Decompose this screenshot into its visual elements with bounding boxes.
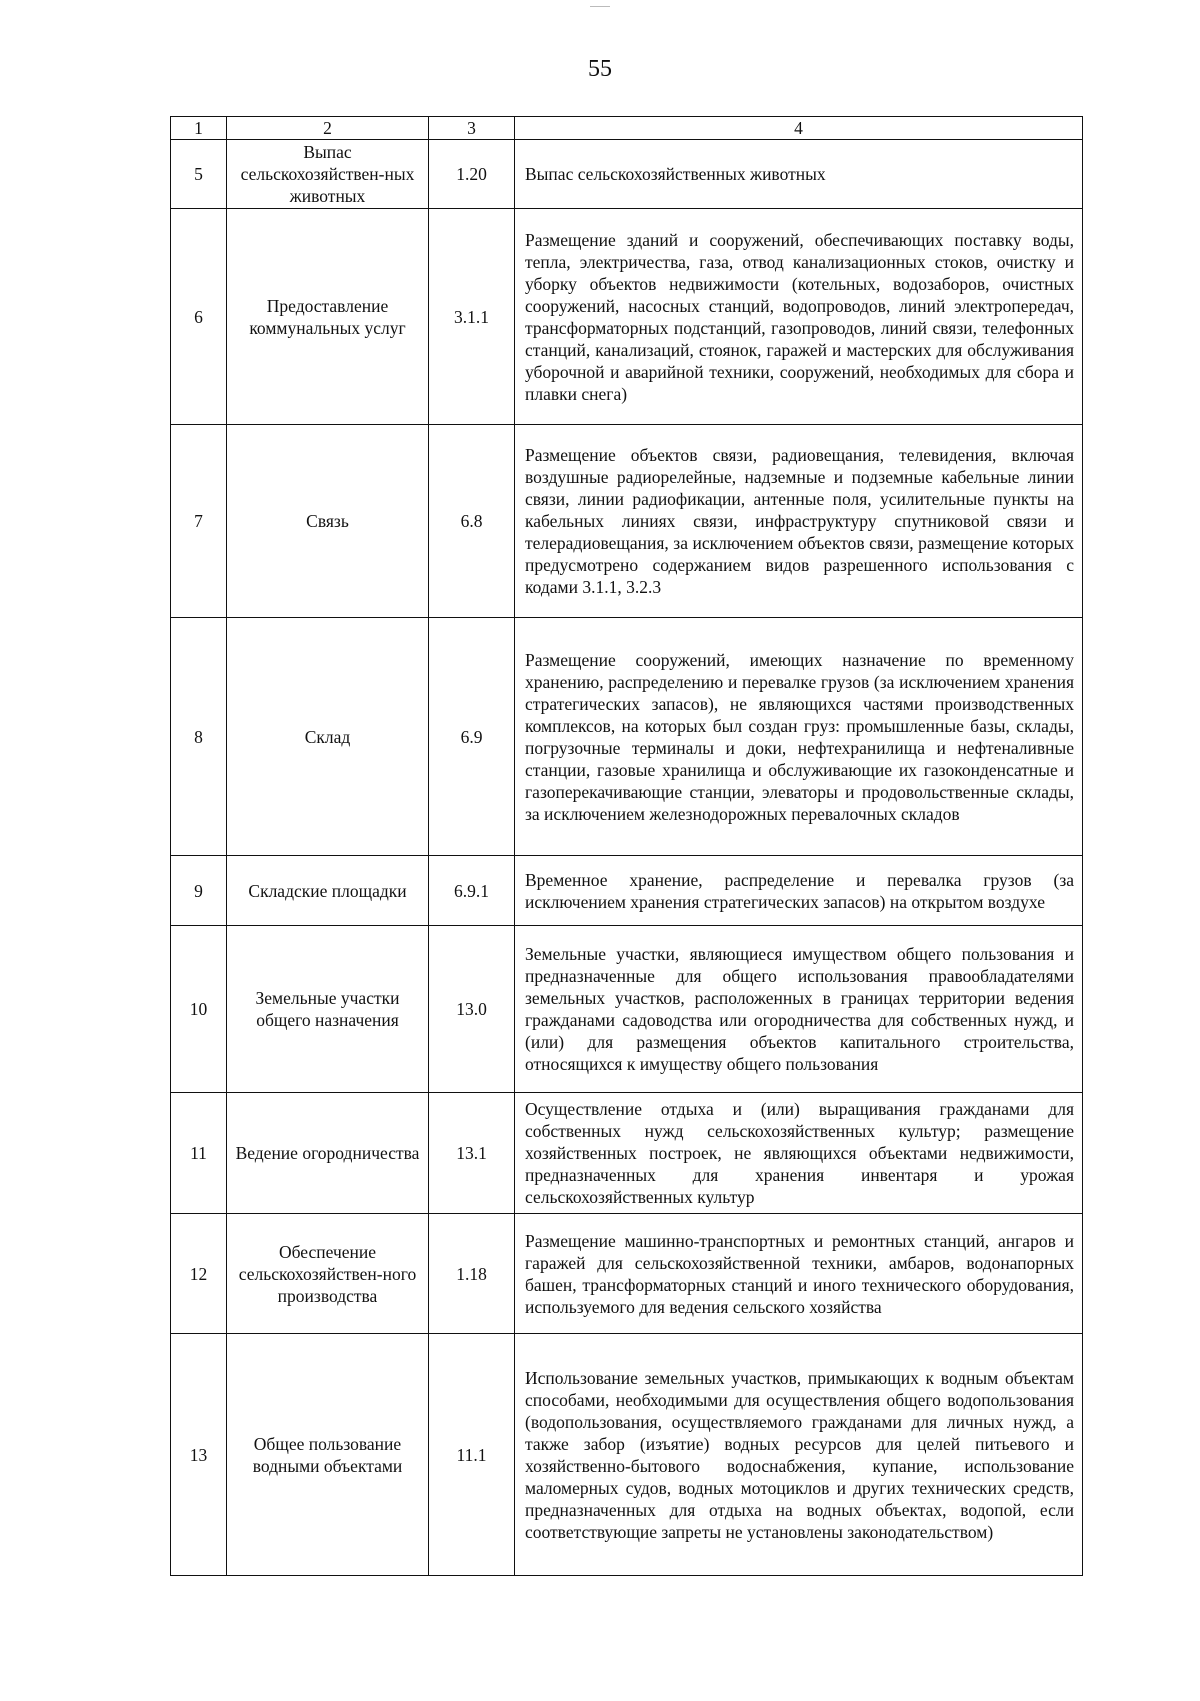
- table-row: [171, 1093, 1083, 1214]
- use-type-name: Складские площадки: [227, 856, 429, 926]
- column-number-2: 2: [227, 117, 429, 140]
- use-type-name: Связь: [227, 425, 429, 618]
- use-type-name: Обеспечение сельскохозяйствен-ного производства: [227, 1214, 429, 1334]
- use-type-code: 1.18: [429, 1214, 515, 1334]
- table-row: [171, 926, 1083, 1093]
- row-number: 9: [171, 856, 227, 926]
- use-type-description: Земельные участки, являющиеся имуществом общего пользования и предназначенные для общего использования правообладателями земельных участков, расположенных в границах территории ведения гражданами садоводства или огородничества для собственных нужд, и (или) для размещения объектов капитального строительства, относящихся к имуществу общего пользования: [515, 926, 1083, 1093]
- column-number-3: 3: [429, 117, 515, 140]
- use-type-description: Размещение зданий и сооружений, обеспечивающих поставку воды, тепла, электричества, газа, отвод канализационных стоков, очистку и уборку объектов недвижимости (котельных, водозаборов, очистных сооружений, насосных станций, водопроводов, линий электропередач, трансформаторных подстанций, газопроводов, линий связи, телефонных станций, канализаций, стоянок, гаражей и мастерских для обслуживания уборочной и аварийной техники, сооружений, необходимых для сбора и плавки снега): [515, 209, 1083, 425]
- row-number: 10: [171, 926, 227, 1093]
- use-type-description: Размещение машинно-транспортных и ремонтных станций, ангаров и гаражей для сельскохозяйственной техники, амбаров, водонапорных башен, трансформаторных станций и иного технического оборудования, используемого для ведения сельского хозяйства: [515, 1214, 1083, 1334]
- page-number: 55: [588, 56, 612, 82]
- use-type-code: 6.9.1: [429, 856, 515, 926]
- use-type-description: Использование земельных участков, примыкающих к водным объектам способами, необходимыми для осуществления общего водопользования (водопользования, осуществляемого гражданами для личных нужд, а также забор (изъятие) водных ресурсов для целей питьевого и хозяйственно-бытового водоснабжения, купание, использование маломерных судов, водных мотоциклов и других технических средств, предназначенных для отдыха на водных объектах, водопой, если соответствующие запреты не установлены законодательством): [515, 1334, 1083, 1576]
- use-type-description: Размещение объектов связи, радиовещания, телевидения, включая воздушные радиорелейные, надземные и подземные кабельные линии связи, линии радиофикации, антенные поля, усилительные пункты на кабельных линиях связи, инфраструктуру спутниковой связи и телерадиовещания, за исключением объектов связи, размещение которых предусмотрено содержанием видов разрешенного использования с кодами 3.1.1, 3.2.3: [515, 425, 1083, 618]
- column-number-1: 1: [171, 117, 227, 140]
- table-row: [171, 425, 1083, 618]
- use-type-description: Осуществление отдыха и (или) выращивания гражданами для собственных нужд сельскохозяйственных культур; размещение хозяйственных построек, не являющихся объектами недвижимости, предназначенных для хранения инвентаря и урожая сельскохозяйственных культур: [515, 1093, 1083, 1214]
- use-type-name: Земельные участки общего назначения: [227, 926, 429, 1093]
- land-use-table: [170, 116, 1083, 1576]
- table-row: [171, 1214, 1083, 1334]
- use-type-name: Склад: [227, 618, 429, 856]
- use-type-code: 6.9: [429, 618, 515, 856]
- row-number: 11: [171, 1093, 227, 1214]
- use-type-code: 1.20: [429, 140, 515, 209]
- table-header-row: [171, 117, 1083, 140]
- table-row: [171, 1334, 1083, 1576]
- use-type-code: 13.0: [429, 926, 515, 1093]
- use-type-name: Ведение огородничества: [227, 1093, 429, 1214]
- row-number: 5: [171, 140, 227, 209]
- use-type-name: Предоставление коммунальных услуг: [227, 209, 429, 425]
- scan-mark: [590, 6, 610, 7]
- use-type-description: Размещение сооружений, имеющих назначение по временному хранению, распределению и перевалке грузов (за исключением хранения стратегических запасов), не являющихся частями производственных комплексов, на которых был создан груз: промышленные базы, склады, погрузочные терминалы и доки, нефтехранилища и нефтеналивные станции, газовые хранилища и обслуживающие их газоконденсатные и газоперекачивающие станции, элеваторы и продовольственные склады, за исключением железнодорожных перевалочных складов: [515, 618, 1083, 856]
- table-row: [171, 209, 1083, 425]
- table-row: [171, 856, 1083, 926]
- row-number: 7: [171, 425, 227, 618]
- use-type-description: Временное хранение, распределение и перевалка грузов (за исключением хранения стратегических запасов) на открытом воздухе: [515, 856, 1083, 926]
- use-type-description: Выпас сельскохозяйственных животных: [515, 140, 1083, 209]
- use-type-name: Выпас сельскохозяйствен-ных животных: [227, 140, 429, 209]
- row-number: 13: [171, 1334, 227, 1576]
- use-type-code: 13.1: [429, 1093, 515, 1214]
- use-type-name: Общее пользование водными объектами: [227, 1334, 429, 1576]
- use-type-code: 6.8: [429, 425, 515, 618]
- row-number: 12: [171, 1214, 227, 1334]
- column-number-4: 4: [515, 117, 1083, 140]
- use-type-code: 11.1: [429, 1334, 515, 1576]
- row-number: 8: [171, 618, 227, 856]
- use-type-code: 3.1.1: [429, 209, 515, 425]
- table-row: [171, 618, 1083, 856]
- table-row: [171, 140, 1083, 209]
- row-number: 6: [171, 209, 227, 425]
